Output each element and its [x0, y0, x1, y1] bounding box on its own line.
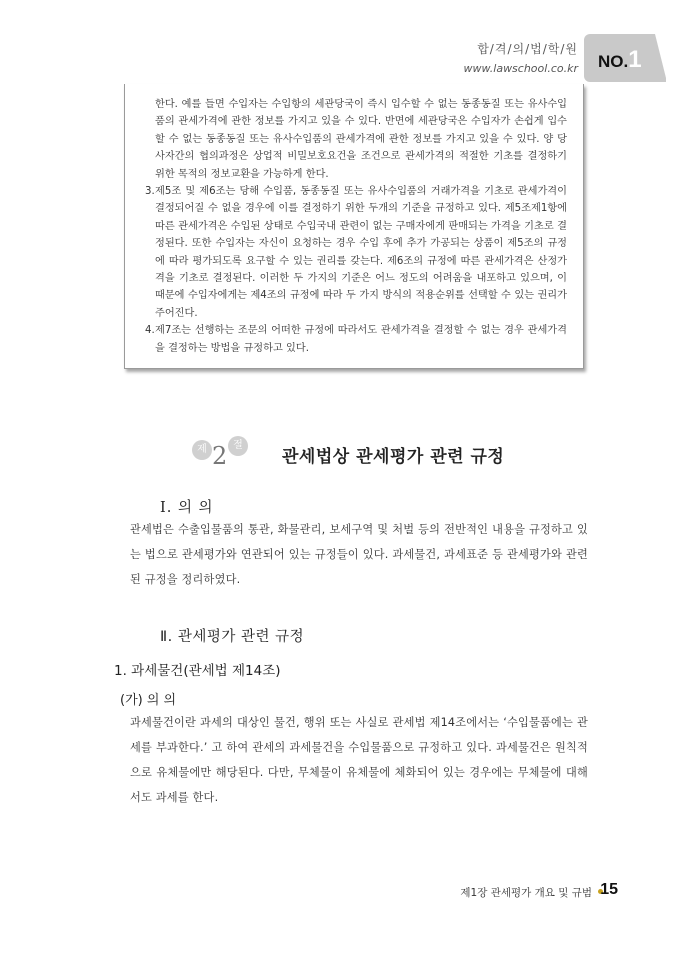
badge-prefix: NO.: [598, 52, 629, 71]
badge-corner: [655, 34, 667, 82]
section-number-mark: [192, 436, 260, 476]
heading-subsubsection: (가) 의 의: [120, 693, 177, 708]
box-item-4: [145, 322, 567, 357]
badge-label: [598, 46, 642, 74]
section-mark-right: 절: [228, 436, 248, 456]
badge-number: 1: [628, 46, 642, 73]
box-item-3: [145, 183, 567, 322]
section-title: 관세법상 관세평가 관련 규정: [282, 447, 505, 467]
box-item-number: 4.: [145, 325, 155, 337]
box-item-text: 제7조는 선행하는 조문의 어떠한 규정에 따라서도 관세가격을 결정할 수 없는 경우 관세가격을 결정하는 방법을 규정하고 있다.: [155, 325, 567, 354]
part1-paragraph: 관세법은 수출입물품의 통관, 화물관리, 보세구역 및 처벌 등의 전반적인 내용을 규정하고 있는 법으로 관세평가와 연관되어 있는 규정들이 있다. 과세물건, 과세표준 등 관세평가와 관련된 규정을 정리하였다.: [130, 523, 588, 586]
section-mark-number: 2: [212, 442, 228, 470]
part2-paragraph: 과세물건이란 과세의 대상인 물건, 행위 또는 사실로 관세법 제14조에서는 ‘수입물품에는 관세를 부과한다.’ 고 하여 관세의 과세물건을 수입물품으로 규정하고 있다. 과세물건은 원칙적으로 유체물에만 해당된다. 다만, 무체물이 유체물에 체화되어 있는 경우에는 무체물에 대해서도 과세를 한다.: [130, 716, 588, 804]
header-url: www.lawschool.co.kr: [463, 62, 578, 75]
heading-part1: Ⅰ. 의 의: [160, 500, 214, 516]
header-academy: 합/격/의/법/학/원: [477, 42, 578, 56]
quote-box: [124, 84, 584, 369]
box-item-text: 제5조 및 제6조는 당해 수입품, 동종동질 또는 유사수입품의 거래가격을 기초로 관세가격이 결정되어질 수 없을 경우에 이를 결정하기 위한 두개의 기준을 규정하고 있다. 제5조제1항에 따른 관세가격은 수입된 상태로 수입국내 관련이 없는 구매자에게 판매되는 가격을 기초로 결정된다. 또한 수입자는 자신이 요청하는 경우 수입 후에 추가 가공되는 상품이 제5조의 규정에 따라 평가되도록 요구할 수 있는 권리를 갖는다. 제6조의 규정에 따른 관세가격은 산정가격을 기초로 결정된다. 이러한 두 가지의 기준은 어느 정도의 어려움을 내포하고 있으며, 이 때문에 수입자에게는 제4조의 규정에 따라 두 가지 방식의 적용순위를 선택할 수 있는 권리가 주어진다.: [155, 186, 567, 319]
footer-chapter: 제1장 관세평가 개요 및 규범: [460, 887, 592, 899]
box-intro: 한다. 예를 들면 수입자는 수입항의 세관당국이 즉시 입수할 수 없는 동종동질 또는 유사수입품의 관세가격에 관한 정보를 가지고 있을 수 있다. 반면에 세관당국은 수입자가 손쉽게 입수할 수 없는 동종동질 또는 유사수입품의 관세가격에 관한 정보를 가지고 있을 수 있다. 양 당사자간의 협의과정은 상업적 비밀보호요건을 조건으로 관세가격의 적절한 기초를 결정하기 위한 목적의 정보교환을 가능하게 한다.: [155, 99, 567, 180]
heading-subsection-1: 1. 과세물건(관세법 제14조): [114, 663, 281, 679]
chapter-badge: [584, 34, 666, 82]
box-item-number: 3.: [145, 186, 155, 198]
page-number: 15: [600, 881, 618, 898]
quote-box-text: [145, 96, 567, 357]
section-mark-left: 제: [192, 440, 212, 460]
heading-part2: Ⅱ. 관세평가 관련 규정: [160, 629, 305, 645]
